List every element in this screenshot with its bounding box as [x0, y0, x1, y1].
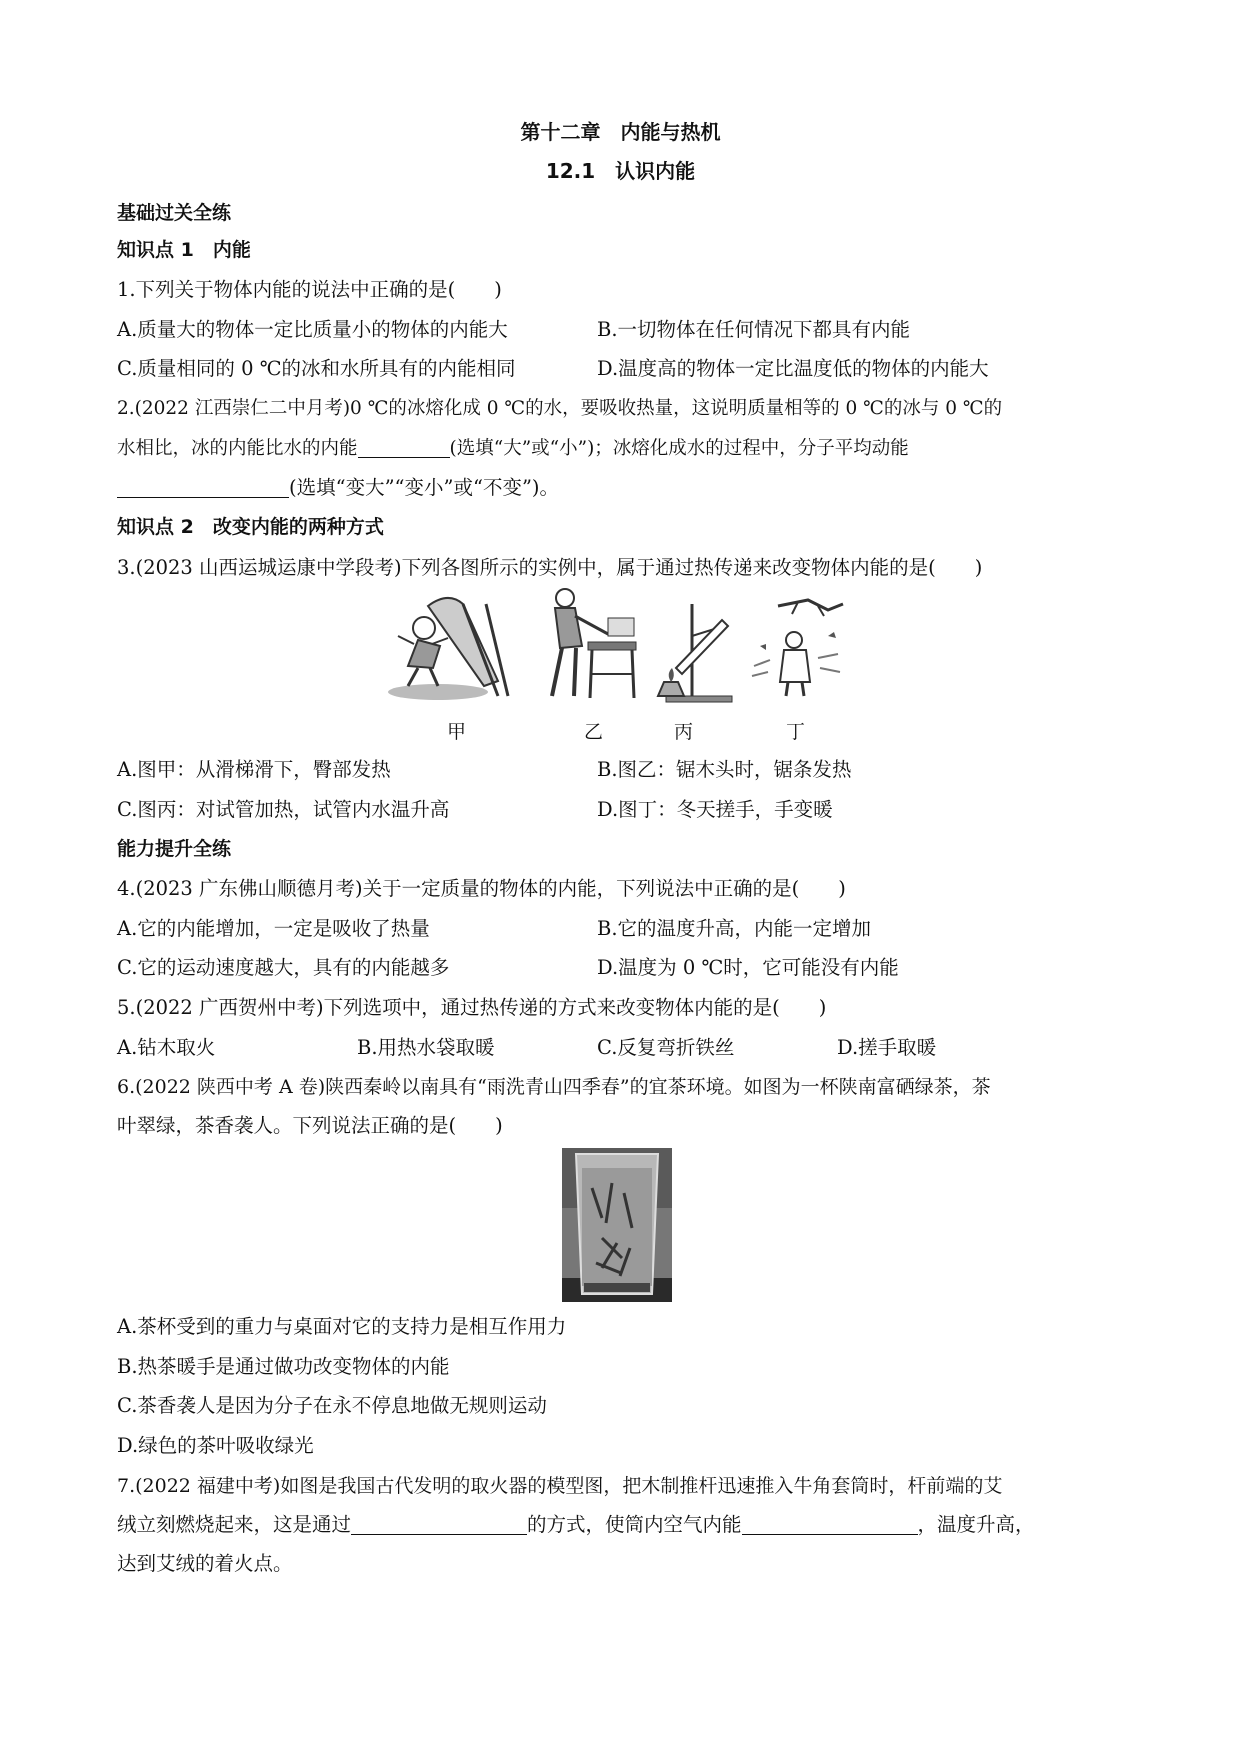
q2-text-a: 水相比，冰的内能比水的内能 [117, 438, 358, 459]
q2-blank-1[interactable] [358, 437, 450, 458]
q6-option-c: C.茶香袭人是因为分子在永不停息地做无规则运动 [117, 1394, 547, 1417]
q7-line-3: 达到艾绒的着火点。 [117, 1552, 293, 1575]
q4-option-a: A.它的内能增加，一定是吸收了热量 [117, 917, 430, 940]
q2-line-2 [117, 436, 909, 462]
green-tea-photo [562, 1148, 672, 1302]
q3-option-a: A.图甲：从滑梯滑下，臀部发热 [117, 758, 391, 781]
q6-option-d: D.绿色的茶叶吸收绿光 [117, 1434, 314, 1457]
part-heading-basic: 基础过关全练 [117, 202, 232, 224]
q3-stem: 3.(2023 山西运城运康中学段考)下列各图所示的实例中，属于通过热传递来改变物体内能的是( ) [117, 556, 983, 579]
q6-line-1: 6.(2022 陕西中考 A 卷)陕西秦岭以南具有“雨洗青山四季春”的宜茶环境。如图为一杯陕南富硒绿茶，茶 [117, 1076, 991, 1098]
q6-option-a: A.茶杯受到的重力与桌面对它的支持力是相互作用力 [117, 1315, 567, 1338]
figure-label-bing: 丙 [674, 721, 694, 743]
q2-blank-2[interactable] [117, 477, 289, 498]
q1-option-a: A.质量大的物体一定比质量小的物体的内能大 [117, 318, 508, 341]
q5-option-c: C.反复弯折铁丝 [597, 1036, 735, 1059]
q3-option-d: D.图丁：冬天搓手，手变暖 [597, 798, 833, 821]
figure-label-jia: 甲 [447, 721, 467, 743]
q7-text-b: 的方式，使筒内空气内能 [527, 1513, 742, 1536]
slide-figure [388, 586, 516, 702]
chapter-title: 第十二章 内能与热机 [520, 120, 721, 144]
q4-option-b: B.它的温度升高，内能一定增加 [597, 917, 872, 940]
q7-blank-1[interactable] [351, 1514, 527, 1535]
q5-option-d: D.搓手取暖 [837, 1036, 937, 1059]
q1-stem: 1.下列关于物体内能的说法中正确的是( ) [117, 278, 502, 301]
figure-label-yi: 乙 [584, 721, 604, 743]
q6-line-2: 叶翠绿，茶香袭人。下列说法正确的是( ) [117, 1114, 503, 1137]
q2-line-1: 2.(2022 江西崇仁二中月考)0 ℃的冰熔化成 0 ℃的水，要吸收热量，这说明质量相等的 0 ℃的冰与 0 ℃的 [117, 398, 1003, 419]
q5-option-a: A.钻木取火 [117, 1036, 216, 1059]
q5-stem: 5.(2022 广西贺州中考)下列选项中，通过热传递的方式来改变物体内能的是( ) [117, 996, 827, 1019]
q4-option-c: C.它的运动速度越大，具有的内能越多 [117, 956, 450, 979]
q4-option-d: D.温度为 0 ℃时，它可能没有内能 [597, 956, 899, 979]
heating-tube-figure [636, 596, 736, 706]
q3-option-c: C.图丙：对试管加热，试管内水温升高 [117, 798, 450, 821]
q6-option-b: B.热茶暖手是通过做功改变物体的内能 [117, 1355, 450, 1378]
q1-option-d: D.温度高的物体一定比温度低的物体的内能大 [597, 357, 989, 380]
q7-text-c: ，温度升高， [917, 1513, 1035, 1536]
q7-line-1: 7.(2022 福建中考)如图是我国古代发明的取火器的模型图，把木制推杆迅速推入牛角套筒时，杆前端的艾 [117, 1475, 1003, 1497]
figure-label-ding: 丁 [786, 721, 806, 743]
q7-blank-2[interactable] [742, 1514, 918, 1535]
knowledge-point-1: 知识点 1 内能 [117, 239, 251, 261]
q2-text-b: (选填“大”或“小”)；冰熔化成水的过程中，分子平均动能 [449, 438, 909, 459]
q2-text-c: (选填“变大”“变小”或“不变”)。 [289, 476, 560, 499]
section-title: 12.1 认识内能 [545, 159, 696, 183]
q7-line-2 [117, 1512, 1035, 1538]
q3-option-b: B.图乙：锯木头时，锯条发热 [597, 758, 852, 781]
sawing-figure [530, 586, 642, 702]
q1-option-b: B.一切物体在任何情况下都具有内能 [597, 318, 911, 341]
part-heading-advanced: 能力提升全练 [117, 838, 232, 860]
q1-option-c: C.质量相同的 0 ℃的冰和水所具有的内能相同 [117, 357, 516, 380]
q7-text-a: 绒立刻燃烧起来，这是通过 [117, 1513, 352, 1536]
knowledge-point-2: 知识点 2 改变内能的两种方式 [117, 516, 384, 538]
q2-line-3 [117, 475, 559, 501]
rubbing-hands-figure [748, 596, 848, 700]
q4-stem: 4.(2023 广东佛山顺德月考)关于一定质量的物体的内能，下列说法中正确的是( ) [117, 877, 846, 900]
q5-option-b: B.用热水袋取暖 [357, 1036, 495, 1059]
